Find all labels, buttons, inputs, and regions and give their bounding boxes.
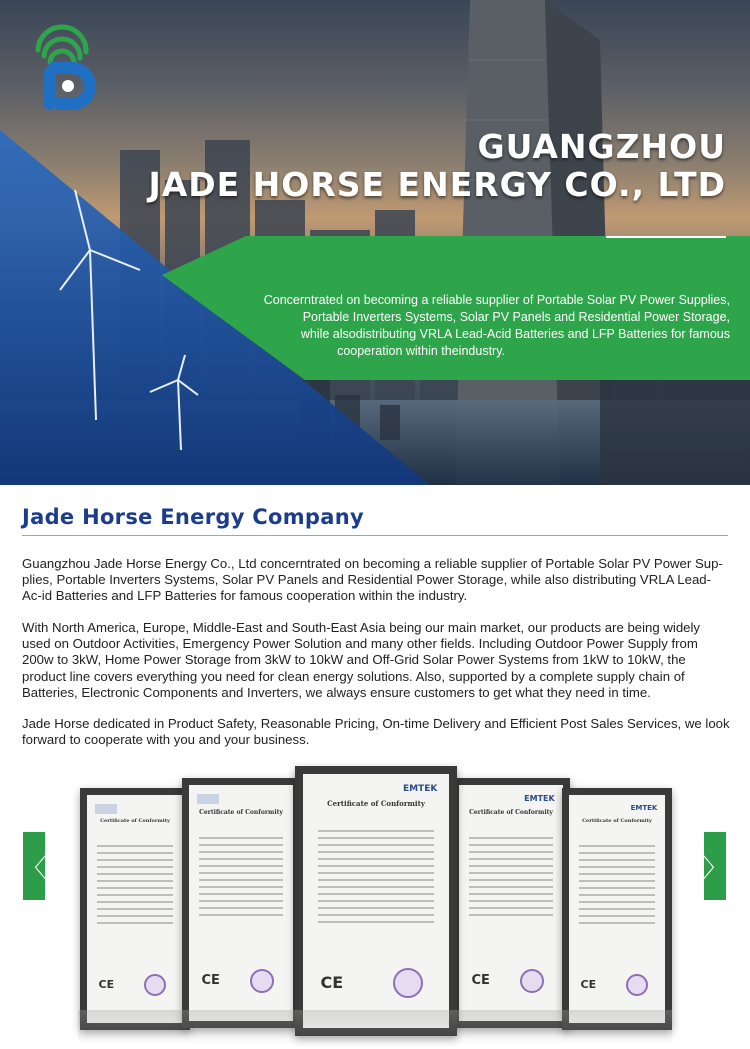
tagline-line: cooperation within theindustry.: [337, 344, 505, 358]
carousel-prev-button[interactable]: [21, 832, 48, 900]
company-paragraph-3: Jade Horse dedicated in Product Safety, Reasonable Pricing, On-time Delivery and Efficient Post Sales Services, we look forward to cooperate with you and your business.: [22, 716, 730, 748]
tagline-line: Portable Inverters Systems, Solar PV Panels and Residential Power Storage,: [302, 310, 730, 324]
certificate-card-center[interactable]: [295, 766, 457, 1036]
certificate-heading: Certificate of Conformity: [199, 808, 283, 816]
certificate-paper: [189, 785, 293, 1021]
certificates-carousel: [0, 760, 750, 1049]
certificate-heading: Certificate of Conformity: [469, 808, 553, 816]
city-skyline-background: [0, 0, 750, 485]
certificate-seal-icon: [144, 974, 166, 996]
ce-mark: CE: [471, 972, 490, 988]
certificate-text-lines: [469, 837, 552, 921]
certificate-text-lines: [318, 830, 435, 928]
tagline-line: Concerntrated on becoming a reliable supplier of Portable Solar PV Power Supplies,: [263, 293, 730, 307]
certificate-card[interactable]: [452, 778, 570, 1028]
certificates-reflection: [78, 1010, 672, 1046]
issuer-brand: EMTEK: [524, 794, 555, 804]
certificate-paper: [303, 774, 449, 1028]
ce-mark: CE: [580, 978, 597, 992]
ce-mark: CE: [201, 972, 220, 988]
certificate-seal-icon: [520, 969, 544, 993]
certificate-heading: Certificate of Conformity: [327, 799, 425, 809]
company-paragraph-1: Guangzhou Jade Horse Energy Co., Ltd concerntrated on becoming a reliable supplier of Portable Solar PV Power Sup-plies, Portable Inverters Systems, Solar PV Panels and Residential Power Storage, while also distributing VRLA Lead-Ac-id Batteries and LFP Batteries for famous cooperation within the industry.: [22, 556, 723, 604]
certificate-heading: Certificate of Conformity: [100, 817, 170, 824]
hero-title-underline: [606, 236, 726, 238]
hero-tagline: [252, 292, 730, 360]
hero-banner: [0, 0, 750, 485]
company-heading: Jade Horse Energy Company: [22, 505, 364, 529]
certificate-card[interactable]: [562, 788, 672, 1030]
tagline-line: while alsodistributing VRLA Lead-Acid Batteries and LFP Batteries for famous: [300, 327, 730, 341]
certificate-heading: Certificate of Conformity: [582, 817, 652, 824]
company-paragraph-2: With North America, Europe, Middle-East and South-East Asia being our main market, our products are being widely used on Outdoor Activities, Emergency Power Solution and many other fields. Including Outdoor Power Supply from 200w to 3kW, Home Power Storage from 3kW to 10kW and Off-Grid Solar Power Systems from 1kW to 10kW, the product line covers everything you need for clean energy solutions. Also, supported by a complete supply chain of Batteries, Electronic Components and Inverters, we always ensure customers to get what they need in time.: [22, 620, 701, 700]
hero-title-line-1: GUANGZHOU: [477, 127, 726, 166]
carousel-next-button[interactable]: [702, 832, 729, 900]
issuer-logo: [197, 794, 219, 804]
jade-horse-logo[interactable]: [18, 18, 108, 118]
certificate-seal-icon: [626, 974, 648, 996]
certificate-text-lines: [199, 837, 282, 921]
certificate-paper: [459, 785, 563, 1021]
certificate-seal-icon: [250, 969, 274, 993]
certificate-seal-icon: [393, 968, 423, 998]
certificate-text-lines: [97, 845, 174, 929]
certificate-card[interactable]: [80, 788, 190, 1030]
chevron-left-icon: 〈: [21, 853, 48, 884]
certificate-card[interactable]: [182, 778, 300, 1028]
chevron-right-icon: 〉: [702, 853, 729, 884]
ce-mark: CE: [320, 973, 344, 993]
issuer-brand: EMTEK: [630, 804, 658, 813]
heading-divider: [22, 535, 728, 536]
certificate-text-lines: [579, 845, 656, 929]
certificate-paper: [87, 795, 183, 1023]
certificate-paper: [569, 795, 665, 1023]
hero-title-line-2: JADE HORSE ENERGY CO., LTD: [148, 165, 726, 204]
ce-mark: CE: [98, 978, 115, 992]
issuer-brand: EMTEK: [402, 784, 438, 795]
issuer-logo: [95, 804, 117, 814]
hero-title: [148, 128, 726, 204]
